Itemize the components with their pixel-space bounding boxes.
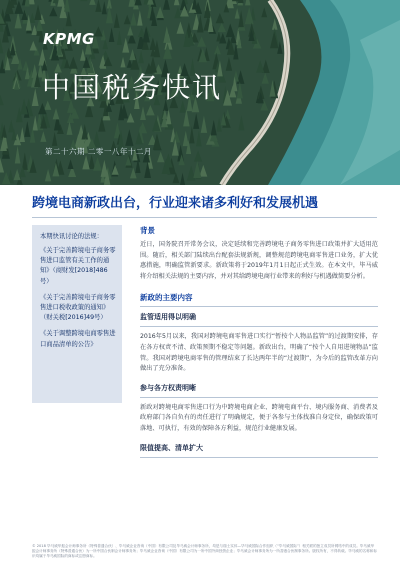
- sidebar-link-regulation-1[interactable]: 《关于完善跨境电子商务零售进口监管有关工作的通知》（商财发[2018]486号）: [40, 247, 116, 285]
- newsletter-title: 中国税务快讯: [42, 71, 223, 104]
- regulations-sidebar: [32, 225, 122, 403]
- responsibilities-paragraph: 新政对跨境电商零售进口行为中跨境电商企业、跨境电商平台、境内服务商、消费者及政府部门各自负有的责任进行了明确规定，便于各参与主体找准自身定位，确保政策可落地、可执行，有效的保障各方利益，规范行业健康发展。: [140, 403, 378, 432]
- new-policy-heading: 新政的主要内容: [140, 293, 193, 303]
- sidebar-title: 本期快讯讨论的法规：: [40, 233, 103, 240]
- cover-photo: [0, 0, 400, 185]
- section-divider: [140, 306, 378, 307]
- subheading-limits-raised: 限值提高、清单扩大: [140, 443, 203, 452]
- section-divider: [140, 397, 378, 398]
- kpmg-logo: KPMG: [43, 30, 95, 48]
- regulation-clarified-paragraph: 2016年5月以来，我国对跨境电商零售进口实行“暂按个人物品监管”的过渡期安排，存在各方权责不清、政策预期不稳定等问题。新政出台，明确了“按个人自用进境物品”监管。我国对跨境电商零售的管理结束了长达两年半的“过渡期”，为今后的监管改革方向做出了充分准备。: [140, 333, 378, 373]
- copyright-footer: © 2018 毕马威华振会计师事务所（特殊普通合伙）、毕马威企业咨询（中国）有限公司及毕马威会计师事务所，均是与瑞士实体—毕马威国际合作组织（“毕马威国际”）相关联的独立成员所网络中的成员。毕马威华振会计师事务所（特殊普通合伙）为一所中国合伙制会计师事务所；毕马威企业咨询（中国）有限公司为一所中国外商独资企业；毕马威会计师事务所为一所香港合伙制事务所。版权所有，不得转载。毕马威的名称和标识均属于毕马威国际的商标或注册商标。: [32, 544, 377, 558]
- subheading-responsibilities: 参与各方权责明晰: [140, 383, 196, 392]
- background-paragraph: 近日，国务院召开常务会议，决定延续和完善跨境电子商务零售进口政策并扩大适用范围。随后，相关部门陆续出台配套法规新规，调整规范跨境电商零售进口业务，扩大优惠措施，明确监管新要求。新政策将于2019年1月1日起正式生效。在本文中，毕马威将介绍相关法规的主要内容，并对其给跨境电商行业带来的利好与机遇做简要分析。: [140, 241, 378, 280]
- headline-divider: [32, 217, 377, 218]
- sidebar-link-regulation-2[interactable]: 《关于完善跨境电子商务零售进口税收政策的通知》（财关税[2016]49号）: [40, 293, 116, 322]
- section-divider: [140, 326, 378, 327]
- subheading-regulation-clarified: 监管适用得以明确: [140, 313, 196, 322]
- issue-date: 第二十六期 二零一八年十二月: [45, 147, 152, 156]
- background-heading: 背景: [140, 226, 155, 235]
- article-body: [140, 225, 378, 463]
- section-divider: [140, 457, 378, 458]
- sidebar-link-regulation-3[interactable]: 《关于调整跨境电商零售进口商品清单的公告》: [40, 330, 116, 348]
- article-headline: 跨境电商新政出台，行业迎来诸多利好和发展机遇: [32, 196, 319, 211]
